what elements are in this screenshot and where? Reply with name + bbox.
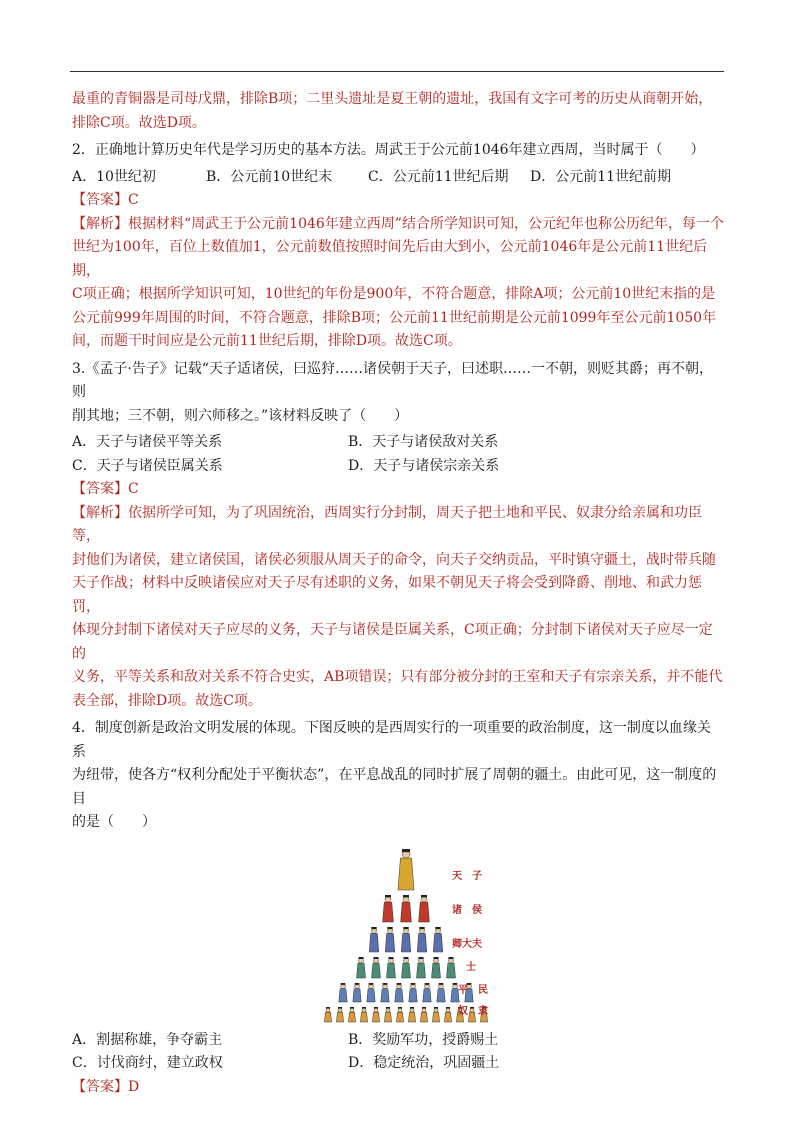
figure-label-qingdafu: 卿大夫 xyxy=(452,938,482,950)
figure-person-士 xyxy=(387,957,396,978)
text-line: 3.《孟子·告子》记载“天子适诸侯，曰巡狩……诸侯朝于天子，曰述职……一不朝，则贬其爵；再不朝，则 xyxy=(72,360,713,400)
figure-person-天子 xyxy=(398,849,414,890)
figure-person-平民 xyxy=(381,983,389,1002)
answer-label: 【答案】 xyxy=(72,192,128,208)
figure-person-士 xyxy=(357,957,366,978)
analysis xyxy=(72,213,724,354)
figure-person-平民 xyxy=(339,983,347,1002)
text-line: 公元前999年周围的时间，不符合题意，排除B项；公元前11世纪前期是公元前1099年至公元前1050年 xyxy=(72,309,717,326)
figure-person-卿大夫 xyxy=(401,927,411,952)
question-4 xyxy=(72,717,724,1099)
figure-person-奴隶 xyxy=(408,1007,415,1022)
figure-person-卿大夫 xyxy=(385,927,395,952)
answer-value: C xyxy=(128,192,139,208)
option-d: D．天子与诸侯宗亲关系 xyxy=(348,457,500,474)
figure-person-奴隶 xyxy=(360,1007,367,1022)
figure-person-卿大夫 xyxy=(369,927,379,952)
figure-person-诸侯 xyxy=(419,895,430,922)
analysis-label: 【解析】 xyxy=(72,215,128,232)
figure-person-平民 xyxy=(395,983,403,1002)
text-line: 间，而题干时间应是公元前11世纪后期，排除D项。故选C项。 xyxy=(72,333,462,349)
option-c: C．公元前11世纪后期 xyxy=(368,168,509,185)
figure-person-诸侯 xyxy=(401,895,412,922)
figure-person-平民 xyxy=(353,983,361,1002)
figure-person-平民 xyxy=(437,983,445,1002)
text-line: 表全部，排除D项。故选C项。 xyxy=(72,692,262,709)
figure-person-诸侯 xyxy=(383,895,394,922)
text-line: C项正确；根据所学知识可知，10世纪的年份是900年，不符合题意，排除A项；公元前10世纪末指的是 xyxy=(72,286,716,302)
figure-person-卿大夫 xyxy=(417,927,427,952)
figure-label-shi: 士 xyxy=(466,961,486,973)
text-line: 削其地；三不朝，则六师移之。”该材料反映了（ ） xyxy=(72,407,409,424)
answer-label: 【答案】 xyxy=(72,1078,128,1095)
figure-person-奴隶 xyxy=(432,1007,439,1022)
text-line: 的是（ ） xyxy=(72,814,156,830)
answer-line xyxy=(72,478,724,502)
text-line xyxy=(72,502,724,549)
question-3 xyxy=(72,358,724,714)
text-line: 4．制度创新是政治文明发展的体现。下图反映的是西周实行的一项重要的政治制度，这一制度以血缘关系 xyxy=(72,720,711,760)
figure-person-奴隶 xyxy=(324,1007,331,1022)
figure-label-pingmin: 平民 xyxy=(458,984,498,996)
text-line: 体现分封制下诸侯对天子应尽的义务，天子与诸侯是臣属关系，C项正确；分封制下诸侯对天子应尽一定的 xyxy=(72,622,713,662)
option-a: A．割据称雄，争夺霸主 xyxy=(72,1031,223,1048)
answer-value: C xyxy=(128,481,139,497)
option-c: C．天子与诸侯臣属关系 xyxy=(72,457,223,474)
figure-label-tianzi: 天子 xyxy=(452,870,492,882)
figure-person-奴隶 xyxy=(336,1007,343,1022)
text-line: 为纽带，使各方“权利分配处于平衡状态”，在平息战乱的同时扩展了周朝的疆土。由此可见，这一制度的目 xyxy=(72,767,717,807)
figure-label-nuli: 奴隶 xyxy=(458,1005,498,1017)
figure-person-士 xyxy=(402,957,411,978)
figure-person-士 xyxy=(372,957,381,978)
analysis-text: 根据材料“周武王于公元前1046年建立西周”结合所学知识可知，公元纪年也称公历纪年，每一个 xyxy=(128,215,724,232)
figure-person-士 xyxy=(432,957,441,978)
page-content xyxy=(72,88,724,1099)
answer-label: 【答案】 xyxy=(72,481,128,497)
options-row xyxy=(72,166,724,190)
figure-person-奴隶 xyxy=(420,1007,427,1022)
analysis-text: 依据所学可知，为了巩固统治，西周实行分封制，周天子把土地和平民、奴隶分给亲属和功臣等， xyxy=(72,504,702,544)
figure-person-奴隶 xyxy=(372,1007,379,1022)
option-d: D．公元前11世纪前期 xyxy=(530,168,672,185)
answer-value: D xyxy=(128,1078,140,1095)
figure-person-奴隶 xyxy=(384,1007,391,1022)
options-grid xyxy=(72,1029,724,1076)
figure-person-士 xyxy=(447,957,456,978)
option-b: B．公元前10世纪末 xyxy=(206,168,333,185)
option-a: A．天子与诸侯平等关系 xyxy=(72,434,223,450)
figure-person-奴隶 xyxy=(396,1007,403,1022)
q1-analysis-tail xyxy=(72,88,724,135)
option-c: C．讨伐商纣，建立政权 xyxy=(72,1055,223,1071)
text-line: 最重的青铜器是司母戊鼎，排除B项；二里头遗址是夏王朝的遗址，我国有文字可考的历史从商朝开始， xyxy=(72,91,713,107)
header-rule xyxy=(70,71,724,72)
option-b: B．天子与诸侯敌对关系 xyxy=(348,434,499,450)
figure-person-平民 xyxy=(409,983,417,1002)
options-grid xyxy=(72,431,724,478)
analysis-label: 【解析】 xyxy=(72,504,128,521)
option-b: B．奖励军功，授爵赐土 xyxy=(348,1031,499,1048)
option-a: A．10世纪初 xyxy=(72,168,156,185)
answer-line xyxy=(72,1076,724,1100)
figure-person-士 xyxy=(417,957,426,978)
figure-label-zhuhou: 诸侯 xyxy=(452,904,492,916)
answer-line xyxy=(72,189,724,213)
text-line: 世纪为100年，百位上数值加1，公元前数值按照时间先后由大到小，公元前1046年是公元前11世纪后期， xyxy=(72,239,708,279)
text-line: 封他们为诸侯，建立诸侯国，诸侯必须服从周天子的命令，向天子交纳贡品，平时镇守疆土，战时带兵随 xyxy=(72,551,716,568)
question-stem: 2．正确地计算历史年代是学习历史的基本方法。周武王于公元前1046年建立西周，当时属于（ ） xyxy=(72,142,705,158)
text-line: 天子作战；材料中反映诸侯应对天子尽有述职的义务，如果不朝见天子将会受到降爵、削地、和武力惩罚， xyxy=(72,575,702,615)
text-line: 义务，平等关系和敌对关系不符合史实，AB项错误；只有部分被分封的王室和天子有宗亲关系，并不能代 xyxy=(72,669,723,685)
question-2 xyxy=(72,139,724,354)
option-d: D．稳定统治，巩固疆土 xyxy=(348,1055,500,1071)
text-line xyxy=(72,213,724,237)
text-line: 排除C项。故选D项。 xyxy=(72,114,206,131)
figure-person-平民 xyxy=(423,983,431,1002)
analysis xyxy=(72,502,724,714)
figure-area xyxy=(72,847,724,1029)
figure-person-平民 xyxy=(367,983,375,1002)
figure-person-奴隶 xyxy=(444,1007,451,1022)
figure-person-卿大夫 xyxy=(433,927,443,952)
figure-person-奴隶 xyxy=(348,1007,355,1022)
